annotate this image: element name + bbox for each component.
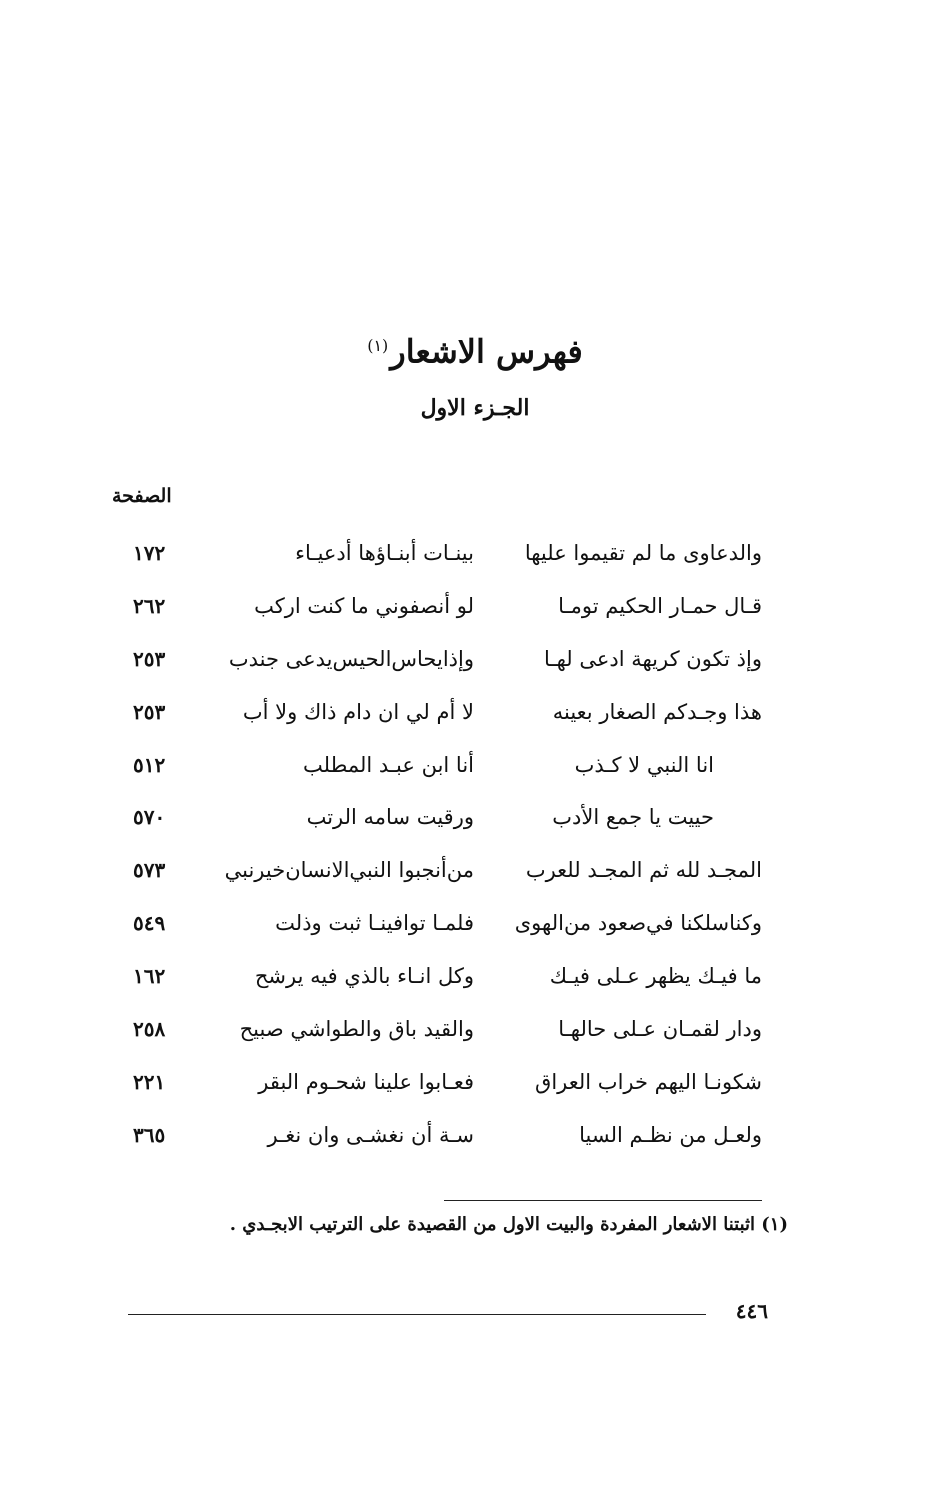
index-title-text: فهرس الاشعار [390,332,583,371]
second-hemistich: فلمـا توافينـا ثبت وذلت [275,911,474,936]
page-column-header: الصفحة [112,485,172,507]
index-title [0,322,950,376]
second-hemistich: من‌أنجبوا النبي‌الانسان‌خيرنبي [224,858,474,883]
volume-subtitle: الجـزء الاول [420,395,530,421]
verse-row [0,740,950,793]
second-hemistich: سـة أن نغشـى وان نغـر [267,1122,474,1147]
page-number: ١٧٢ [133,541,166,565]
first-hemistich: انا النبي لا كـذب [574,752,714,777]
verse-row [0,634,950,687]
verse-row [0,1110,950,1163]
verse-row [0,898,950,951]
verse-row [0,1057,950,1110]
first-hemistich: ما فيـك يظهر عـلى فيـك [549,964,762,989]
first-hemistich: والدعاوى ما لم تقيموا عليها [524,541,762,565]
first-hemistich: وكناسلكنا في‌صعود من‌الهوى [514,911,762,936]
page-footer [128,1296,768,1326]
footer-rule [128,1314,706,1315]
second-hemistich: بينـات أبنـاؤها أدعيـاء [295,541,474,565]
verse-row [0,792,950,845]
page-number: ١٦٢ [133,964,166,989]
second-hemistich: ورقيت سامه الرتب [306,805,474,830]
verse-row [0,1004,950,1057]
first-hemistich: شكونـا اليهم خراب العراق [535,1069,762,1094]
first-hemistich: قـال حمـار الحكيم تومـا [558,593,762,618]
verse-row [0,528,950,581]
page-number: ٥١٢ [133,752,166,777]
footnote-divider [444,1200,762,1201]
page-number: ٥٧٠ [133,805,166,830]
page-number: ٣٦٥ [133,1122,166,1147]
page-number: ٢٥٨ [133,1017,166,1042]
page-number: ٢٥٣ [133,699,166,724]
first-hemistich: وإذ تكون كريهة ادعى لهـا [544,646,762,671]
second-hemistich: والقيد باق والطواشي صبيح [239,1017,474,1042]
page-folio-number: ٤٤٦ [735,1299,768,1323]
second-hemistich: لو أنصفوني ما كنت اركب [254,593,474,618]
verse-index-list [0,528,950,1163]
verse-row [0,581,950,634]
second-hemistich: أنا ابن عبـد المطلب [303,752,474,777]
page-number: ٥٧٣ [133,858,166,883]
second-hemistich: لا أم لي ان دام ذاك ولا أب [242,699,474,724]
title-footnote-mark: (١) [367,336,389,355]
page-number: ٢٢١ [133,1069,166,1094]
page-number: ٥٤٩ [133,911,166,936]
second-hemistich: وكل انـاء بالذي فيه يرشح [254,964,474,989]
page-number: ٢٥٣ [133,646,166,671]
second-hemistich: وإذايحاس‌الحيس‌يدعى جندب [228,646,474,671]
second-hemistich: فعـابوا علينا شحـوم البقر [258,1069,474,1094]
verse-row [0,845,950,898]
page-number: ٢٦٢ [133,593,166,618]
footnote: (١) اثبتنا الاشعار المفردة والبيت الاول من القصيدة على الترتيب الابجـدي . [229,1214,788,1235]
first-hemistich: ودار لقمـان عـلى حالهـا [558,1017,762,1042]
verse-row [0,951,950,1004]
first-hemistich: المجـد لله ثم المجـد للعرب [525,858,762,883]
first-hemistich: هذا وجـدكم الصغار بعينه [552,699,762,724]
first-hemistich: حييت يا جمع الأدب [552,805,714,830]
verse-row [0,687,950,740]
first-hemistich: ولعـل من نظـم السيا [579,1122,762,1147]
